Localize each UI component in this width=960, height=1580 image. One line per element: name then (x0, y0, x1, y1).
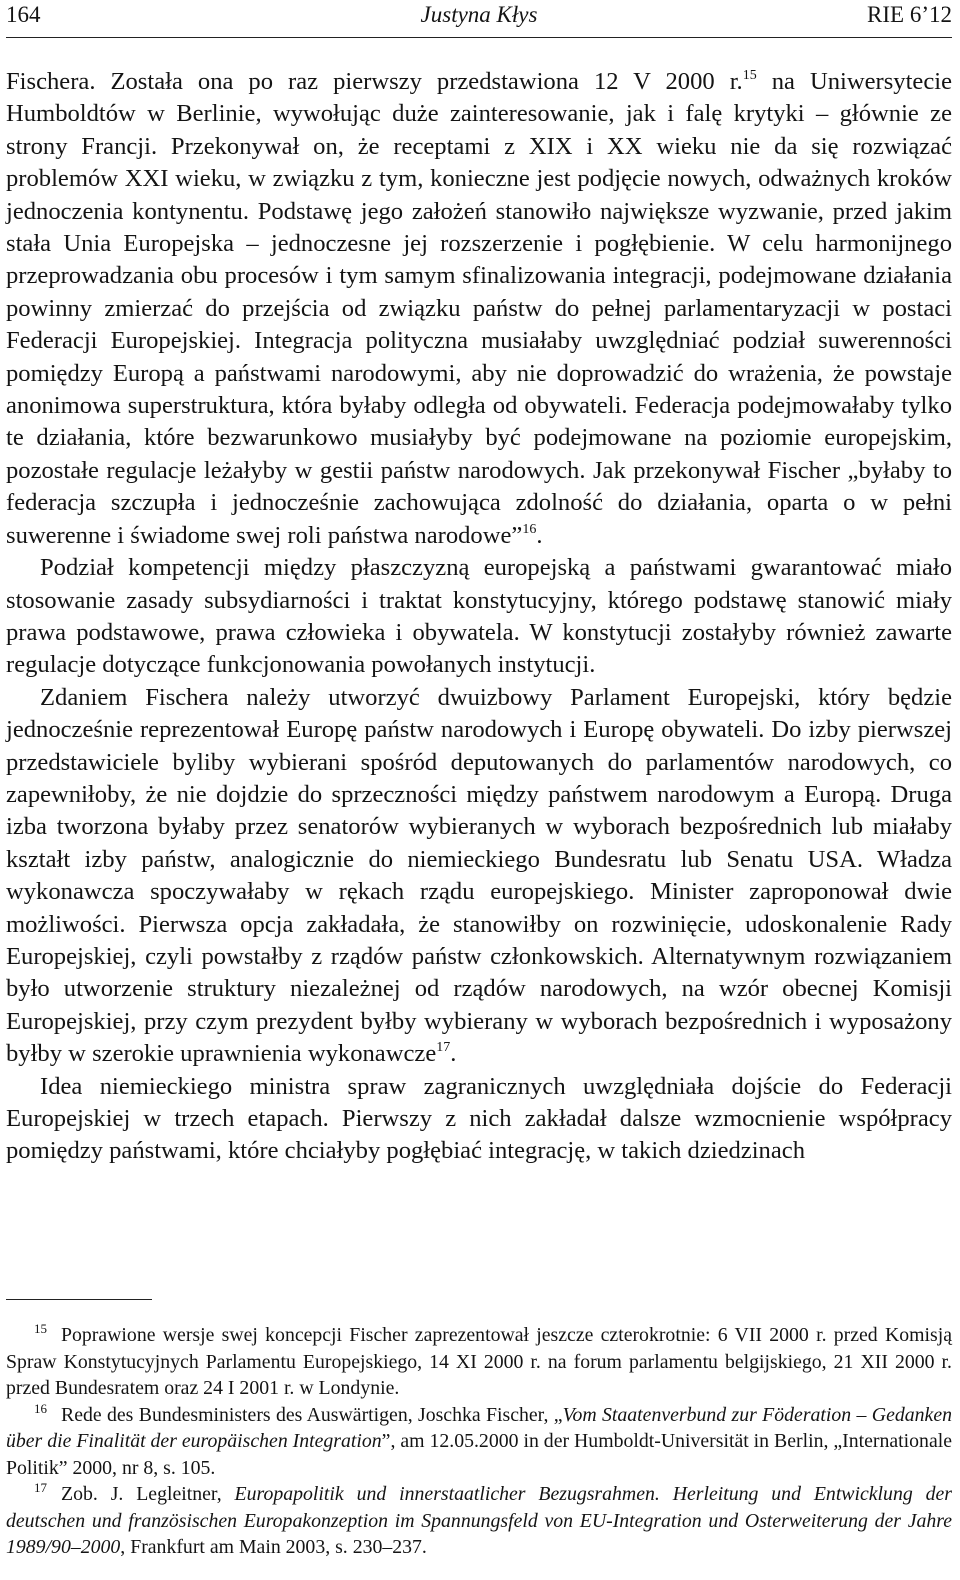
body-text (6, 66, 952, 1168)
journal-issue: RIE 6’12 (867, 2, 952, 27)
footnote-separator (6, 1299, 152, 1300)
paragraph-4: Idea niemieckiego ministra spraw zagranicznych uwzględniała dojście do Federacji Europejskiej w trzech etapach. Pierwszy z nich zakładał dalsze wzmocnienie współpracy pomiędzy państwami, które chciałyby pogłębiać integrację, w takich dziedzinach (6, 1072, 952, 1165)
footnote-title: Europapolitik und innerstaatlicher Bezugsrahmen. Herleitung und Entwicklung der deutschen und französischen Europakonzeption im Spannungsfeld von EU-Integration und Osterweiterung der Jahre 1989/90–2000 (6, 1483, 952, 1558)
footnote-17 (6, 1481, 952, 1561)
footnote-ref-16: 16 (522, 521, 537, 537)
footnote-15 (6, 1322, 952, 1402)
footnote-number: 15 (34, 1321, 47, 1336)
footnote-text-b: ”, am 12.05.2000 in der Humboldt-Universität in Berlin, „Internationale Politik” 2000, nr 8, s. 105. (6, 1430, 952, 1479)
running-header (6, 0, 952, 30)
footnote-text-a: Rede des Bundesministers des Auswärtigen, Joschka Fischer, „ (61, 1403, 563, 1426)
footnote-text-a: Zob. J. Legleitner, (61, 1483, 235, 1505)
paragraph-1-text-b: na Uniwersytecie Humboldtów w Berlinie, wywołując duże zainteresowanie, jak i falę krytyki – głównie ze strony Francji. Przekonywał on, że receptami z XIX i XX wieku nie da się rozwiązać problemów XXI wieku, w związku z tym, konieczne jest podjęcie nowych, odważnych kroków jednoczenia kontynentu. Podstawę jego założeń stanowiło największe wyzwanie, przed jakim stała Unia Europejska – jednoczesne jej rozszerzenie i pogłębienie. W celu harmonijnego przeprowadzania obu procesów i tym samym sfinalizowania integracji, podejmowane działania powinny zmierzać do przejścia od związku państw do pełnej parlamentaryzacji w postaci Federacji Europejskiej. Integracja polityczna musiałaby uwzględniać podział suwerenności pomiędzy Europą a państwami narodowymi, aby nie doprowadzić do wrażenia, że powstaje anonimowa superstruktura, która byłaby odległa od obywateli. Federacja podejmowałaby tylko te działania, które bezwarunkowo musiałyby być podejmowane na poziomie europejskim, pozostałe regulacje leżałyby w gestii państw narodowych. Jak przekonywał Fischer „byłaby to federacja szczupła i jednocześnie zachowująca zdolność do działania, oparta o w pełni suwerenne i świadome swej roli państwa narodowe” (6, 68, 952, 549)
paragraph-2: Podział kompetencji między płaszczyzną europejską a państwami gwarantować miało stosowanie zasady subsydiarności i traktat konstytucyjny, którego podstawę stanowić miały prawa podstawowe, prawa człowieka i obywatela. W konstytucji zostałyby również zawarte regulacje dotyczące funkcjonowania powołanych instytucji. (6, 554, 952, 679)
header-rule (6, 37, 952, 38)
footnote-text-b: , Frankfurt am Main 2003, s. 230–237. (120, 1536, 427, 1558)
footnote-ref-15: 15 (742, 68, 757, 83)
footnote-number: 16 (34, 1400, 47, 1416)
footnote-number: 17 (34, 1480, 47, 1495)
footnotes (6, 1322, 952, 1561)
page-number: 164 (6, 2, 41, 27)
running-author: Justyna Kłys (420, 2, 538, 27)
paragraph-1-text-a: Fischera. Została ona po raz pierwszy przedstawiona 12 V 2000 r. (6, 68, 743, 95)
paragraph-1-text-c: . (536, 521, 543, 549)
footnote-title: Vom Staatenverbund zur Föderation – Gedanken über die Finalität der europäischen Integration (6, 1403, 952, 1452)
paragraph-3-text-a: Zdaniem Fischera należy utworzyć dwuizbowy Parlament Europejski, który będzie jednocześnie reprezentował Europę państw narodowych i Europę obywateli. Do izby pierwszej przedstawiciele byliby wybierani spośród deputowanych do parlamentów narodowych, co zapewniłoby, że nie dojdzie do sprzeczności między państwem narodowym a Europą. Druga izba tworzona byłaby przez senatorów wybieranych w wyborach bezpośrednich lub miałaby kształt izby państw, analogicznie do niemieckiego Bundesratu lub Senatu USA. Władza wykonawcza spoczywałaby w rękach rządu europejskiego. Minister zaproponował dwie możliwości. Pierwsza opcja zakładała, że stanowiłby on rozwinięcie, udoskonalenie Rady Europejskiej, czyli powstałby z rządów państw członkowskich. Alternatywnym rozwiązaniem było utworzenie struktury niezależnej od rządów narodowych, na wzór obecnej Komisji Europejskiej, przy czym prezydent byłby wybierany w wyborach bezpośrednich i wyposażony byłby w szerokie uprawnienia wykonawcze (6, 683, 952, 1068)
paragraph-3-text-b: . (450, 1040, 457, 1068)
footnote-16 (6, 1402, 952, 1482)
paragraph-3 (6, 682, 952, 1071)
footnote-ref-17: 17 (436, 1040, 451, 1056)
footnote-text: Poprawione wersje swej koncepcji Fischer zaprezentował jeszcze czterokrotnie: 6 VII 2000 r. przed Komisją Spraw Konstytucyjnych Parlamentu Europejskiego, 14 XI 2000 r. na forum parlamentu belgijskiego, 21 XII 2000 r. przed Bundesratem oraz 24 I 2001 r. w Londynie. (6, 1324, 952, 1399)
paragraph-1 (6, 66, 952, 552)
